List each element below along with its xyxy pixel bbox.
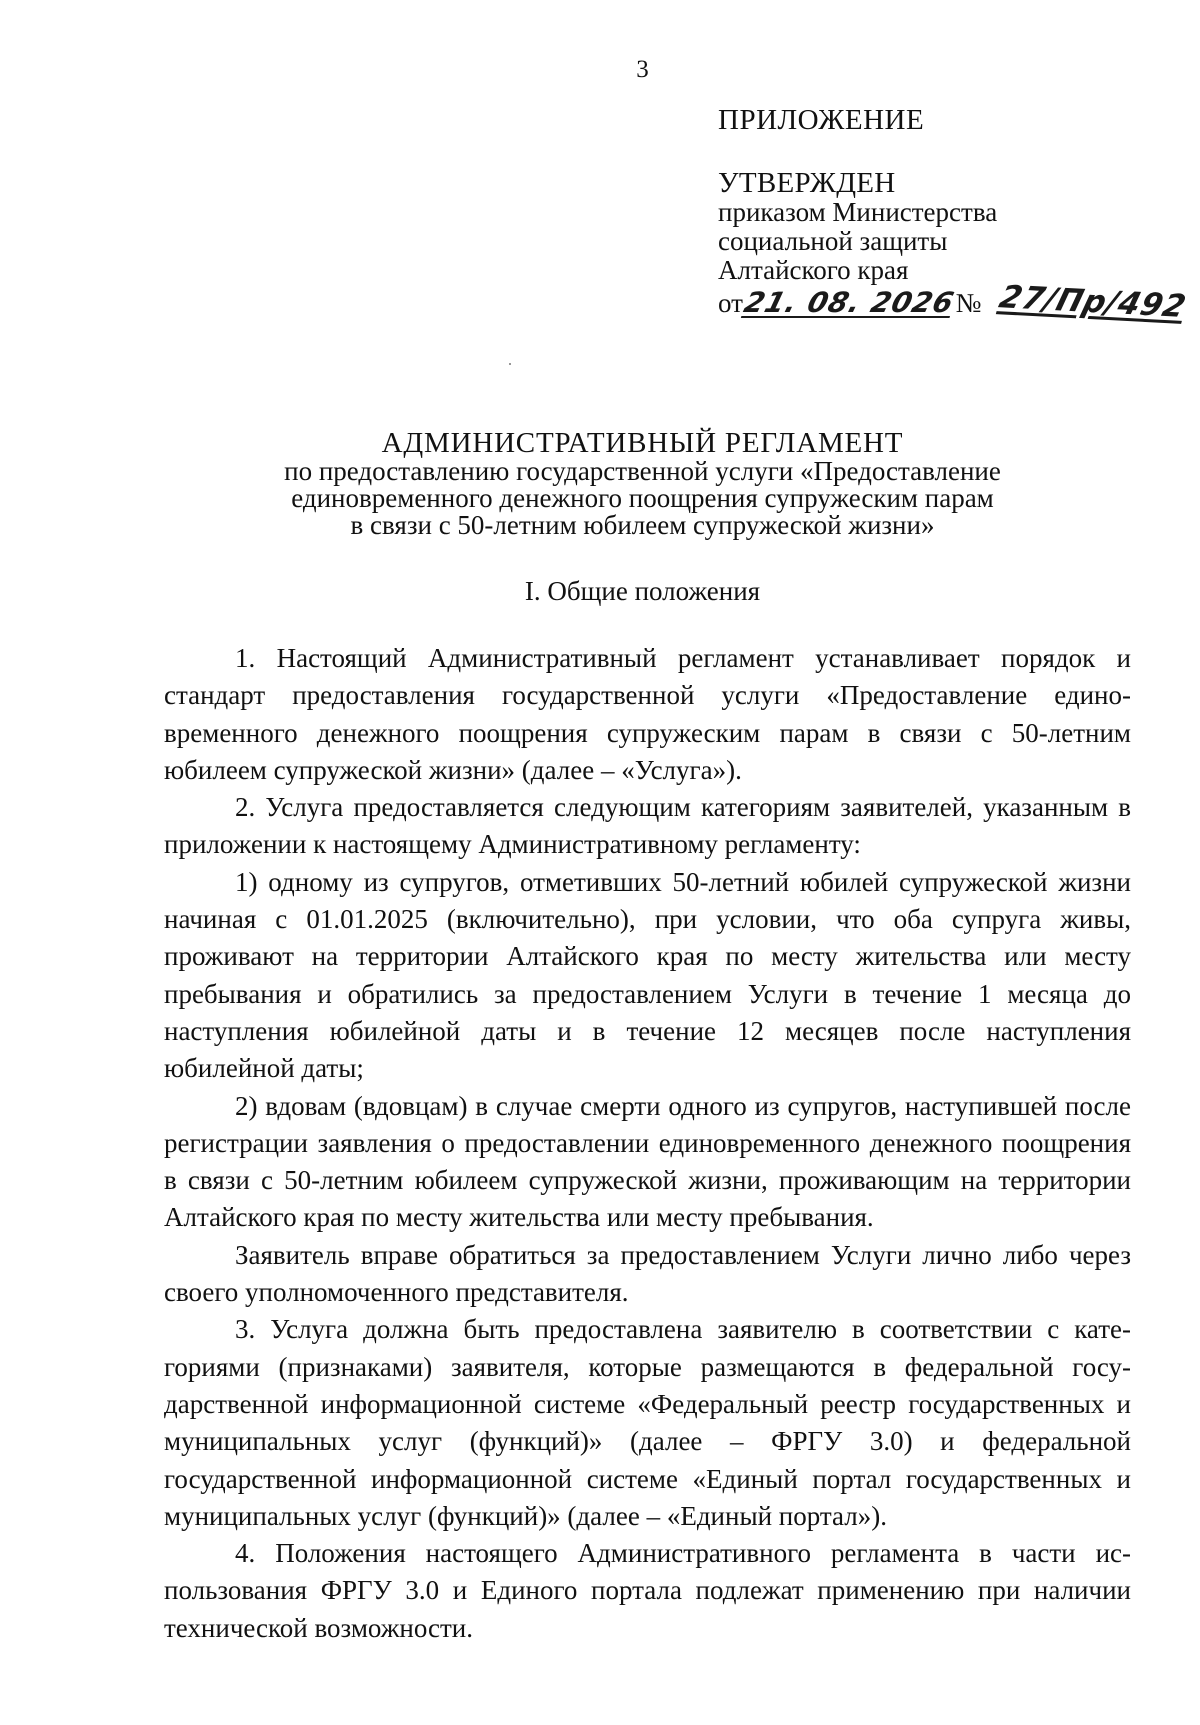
paragraph: Заявитель вправе обратиться за предоставлением Услуги лично либо через своего уполномоченного представителя. <box>164 1239 1131 1308</box>
number-prefix: № <box>955 288 982 318</box>
handwritten-date: 21. 08. 2026 <box>740 286 959 319</box>
handwritten-order-number: 27/Пр/492 <box>995 279 1191 325</box>
paragraph: 1. Настоящий Административный регламент устанавливает порядок и стандарт предоставления государственной услуги «Предоставление единовременного денежного поощрения супружеским парам в связи с 50-летним юбилеем супружеской жизни» (далее – «Услуга»). <box>164 643 1131 785</box>
approved-label: УТВЕРЖДЕН <box>718 167 896 199</box>
document-title: АДМИНИСТРАТИВНЫЙ РЕГЛАМЕНТ <box>381 427 904 459</box>
page-number: 3 <box>636 56 649 83</box>
document-subtitle-line: в связи с 50-летним юбилеем супружеской жизни» <box>350 510 935 540</box>
approved-by-line-3: Алтайского края <box>718 255 909 285</box>
document-subtitle-line: по предоставлению государственной услуги «Предоставление <box>284 456 1001 486</box>
order-date-number-line <box>718 279 1191 325</box>
section-heading: I. Общие положения <box>524 576 761 606</box>
paragraph: 2. Услуга предоставляется следующим категориям заявителей, указанным в приложении к настоящему Административному регламенту: <box>164 792 1131 860</box>
document-title-block <box>0 428 1200 539</box>
document-body <box>164 640 1131 1647</box>
paragraph: 3. Услуга должна быть предоставлена заявителю в соответствии с категориями (признаками) заявителя, которые размещаются в федеральной государственной информационной системе «Федеральный реестр государственных и муниципальных услуг (функций)» (далее – ФРГУ 3.0) и федеральной государственной информационной системе «Единый портал государственных и муниципальных услуг (функций)» (далее – «Единый портал»). <box>164 1314 1131 1531</box>
appendix-label: ПРИЛОЖЕНИЕ <box>718 104 925 136</box>
document-subtitle-line: единовременного денежного поощрения супружеским парам <box>291 483 994 513</box>
approved-by-line-2: социальной защиты <box>718 226 948 256</box>
paragraph: 1) одному из супругов, отметивших 50-летний юбилей супружеской жизни начиная с 01.01.2025 (включительно), при условии, что оба супруга живы, проживают на территории Алтайского края по месту жительства или месту пребывания и обратились за предоставлением Услуги в течение 1 месяца до наступления юбилейной даты и в течение 12 месяцев после наступления юбилейной даты; <box>164 866 1131 1084</box>
paragraph: 4. Положения настоящего Административного регламента в части использования ФРГУ 3.0 и Единого портала подлежат применению при наличии технической возможности. <box>164 1538 1131 1643</box>
paragraph: 2) вдовам (вдовцам) в случае смерти одного из супругов, наступившей после регистрации заявления о предоставлении единовременного денежного поощрения в связи с 50-летним юбилеем супружеской жизни, проживающим на территории Алтайского края по месту жительства или месту пребывания. <box>164 1090 1131 1233</box>
approval-block <box>718 104 1191 325</box>
date-prefix: от <box>718 288 743 318</box>
scan-speck <box>509 363 511 365</box>
approved-by-line-1: приказом Министерства <box>718 197 998 227</box>
